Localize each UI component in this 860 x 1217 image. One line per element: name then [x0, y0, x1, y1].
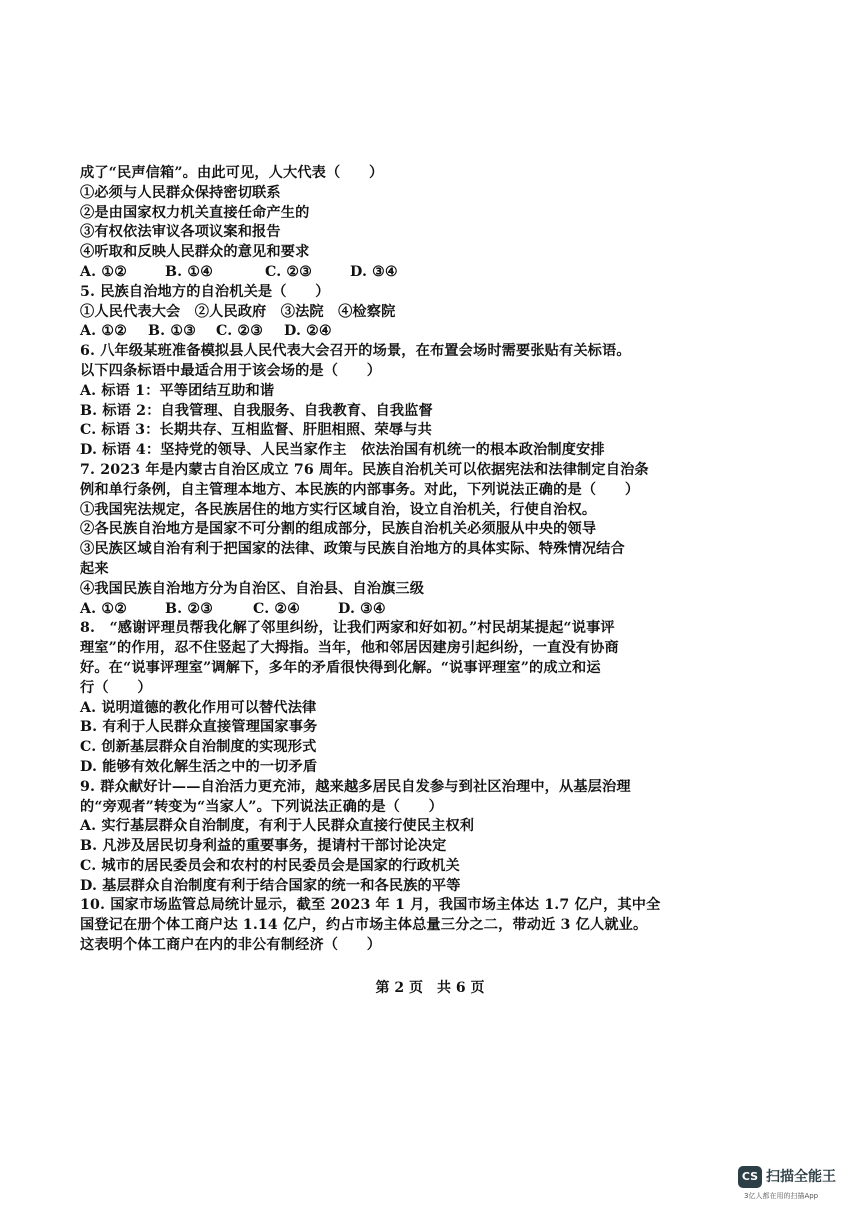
camscanner-logo-icon: CS: [738, 1166, 762, 1188]
q8-option-d: D. 能够有效化解生活之中的一切矛盾: [80, 758, 318, 775]
q5-items: ①人民代表大会 ②人民政府 ③法院 ④检察院: [80, 303, 396, 320]
q6-option-d: D. 标语 4：坚持党的领导、人民当家作主 依法治国有机统一的根本政治制度安排: [80, 442, 605, 459]
q7-option-d: D. ③④: [338, 600, 386, 617]
q5-stem: 5. 民族自治地方的自治机关是（ ）: [80, 283, 330, 300]
scanner-watermark: [738, 1164, 848, 1204]
q5-option-a: A. ①②: [80, 323, 128, 340]
q6-stem-2: 以下四条标语中最适合用于该会场的是（ ）: [80, 362, 382, 379]
q7-item-3a: ③民族区域自治有利于把国家的法律、政策与民族自治地方的具体实际、特殊情况结合: [80, 541, 625, 558]
q9-option-c: C. 城市的居民委员会和农村的村民委员会是国家的行政机关: [80, 857, 460, 874]
q9-stem-2: 的“旁观者”转变为“当家人”。下列说法正确的是（ ）: [80, 798, 444, 815]
q6-stem-1: 6. 八年级某班准备模拟县人民代表大会召开的场景，在布置会场时需要张贴有关标语。: [80, 343, 631, 360]
q4-option-d: D. ③④: [350, 263, 398, 280]
q9-option-a: A. 实行基层群众自治制度，有利于人民群众直接行使民主权利: [80, 818, 475, 835]
q7-option-c: C. ②④: [253, 600, 301, 617]
q9-option-b: B. 凡涉及居民切身利益的重要事务，提请村干部讨论决定: [80, 838, 447, 855]
q4-item-1: ①必须与人民群众保持密切联系: [80, 184, 281, 201]
q4-stem-tail: 成了“民声信箱”。由此可见，人大代表（ ）: [80, 165, 384, 181]
q7-stem-1: 7. 2023 年是内蒙古自治区成立 76 周年。民族自治机关可以依据宪法和法律制定自治条: [80, 461, 649, 478]
q7-option-b: B. ②③: [165, 600, 214, 617]
q5-option-c: C. ②③: [216, 323, 264, 340]
q8-option-c: C. 创新基层群众自治制度的实现形式: [80, 739, 317, 756]
q4-option-c: C. ②③: [265, 263, 313, 280]
q7-options: [80, 600, 740, 620]
q6-option-b: B. 标语 2：自我管理、自我服务、自我教育、自我监督: [80, 402, 433, 419]
q8-stem-1: 8. “感谢评理员帮我化解了邻里纠纷，让我们两家和好如初。”村民胡某提起“说事评: [80, 620, 615, 637]
q6-option-a: A. 标语 1：平等团结互助和谐: [80, 382, 275, 399]
q4-option-b: B. ①④: [165, 263, 214, 280]
watermark-app-name: 扫描全能王: [766, 1169, 836, 1185]
q7-stem-2: 例和单行条例，自主管理本地方、本民族的内部事务。对此，下列说法正确的是（ ）: [80, 481, 640, 498]
q10-stem-3: 这表明个体工商户在内的非公有制经济（ ）: [80, 937, 382, 954]
question-content: [80, 164, 740, 956]
q5-options: [80, 322, 740, 342]
q7-item-4: ④我国民族自治地方分为自治区、自治县、自治旗三级: [80, 580, 425, 597]
q5-option-d: D. ②④: [284, 323, 332, 340]
q4-option-a: A. ①②: [80, 263, 128, 280]
q10-stem-1: 10. 国家市场监管总局统计显示，截至 2023 年 1 月，我国市场主体达 1.7 亿户，其中全: [80, 897, 661, 914]
q7-item-3b: 起来: [80, 560, 109, 577]
q7-option-a: A. ①②: [80, 600, 128, 617]
page-number: 第 2 页 共 6 页: [375, 980, 485, 996]
q10-stem-2: 国登记在册个体工商户达 1.14 亿户，约占市场主体总量三分之二，带动近 3 亿人就业。: [80, 917, 648, 934]
q8-option-b: B. 有利于人民群众直接管理国家事务: [80, 719, 318, 736]
q8-stem-3: 好。在“说事评理室”调解下，多年的矛盾很快得到化解。“说事评理室”的成立和运: [80, 659, 601, 676]
q4-options: [80, 263, 740, 283]
q8-stem-4: 行（ ）: [80, 679, 152, 696]
q7-item-2: ②各民族自治地方是国家不可分割的组成部分，民族自治机关必须服从中央的领导: [80, 521, 597, 538]
q9-stem-1: 9. 群众献好计——自治活力更充沛，越来越多居民自发参与到社区治理中，从基层治理: [80, 778, 631, 795]
q8-option-a: A. 说明道德的教化作用可以替代法律: [80, 699, 317, 716]
q5-option-b: B. ①③: [148, 323, 197, 340]
q6-option-c: C. 标语 3：长期共存、互相监督、肝胆相照、荣辱与共: [80, 422, 432, 439]
q8-stem-2: 理室”的作用，忍不住竖起了大拇指。当年，他和邻居因建房引起纠纷，一直没有协商: [80, 640, 619, 657]
q7-item-1: ①我国宪法规定，各民族居住的地方实行区域自治，设立自治机关，行使自治权。: [80, 501, 597, 518]
watermark-slogan: 3亿人都在用的扫描App: [744, 1192, 819, 1200]
q9-option-d: D. 基层群众自治制度有利于结合国家的统一和各民族的平等: [80, 877, 461, 894]
q4-item-4: ④听取和反映人民群众的意见和要求: [80, 244, 310, 261]
q4-item-2: ②是由国家权力机关直接任命产生的: [80, 204, 310, 221]
q4-item-3: ③有权依法审议各项议案和报告: [80, 224, 281, 241]
